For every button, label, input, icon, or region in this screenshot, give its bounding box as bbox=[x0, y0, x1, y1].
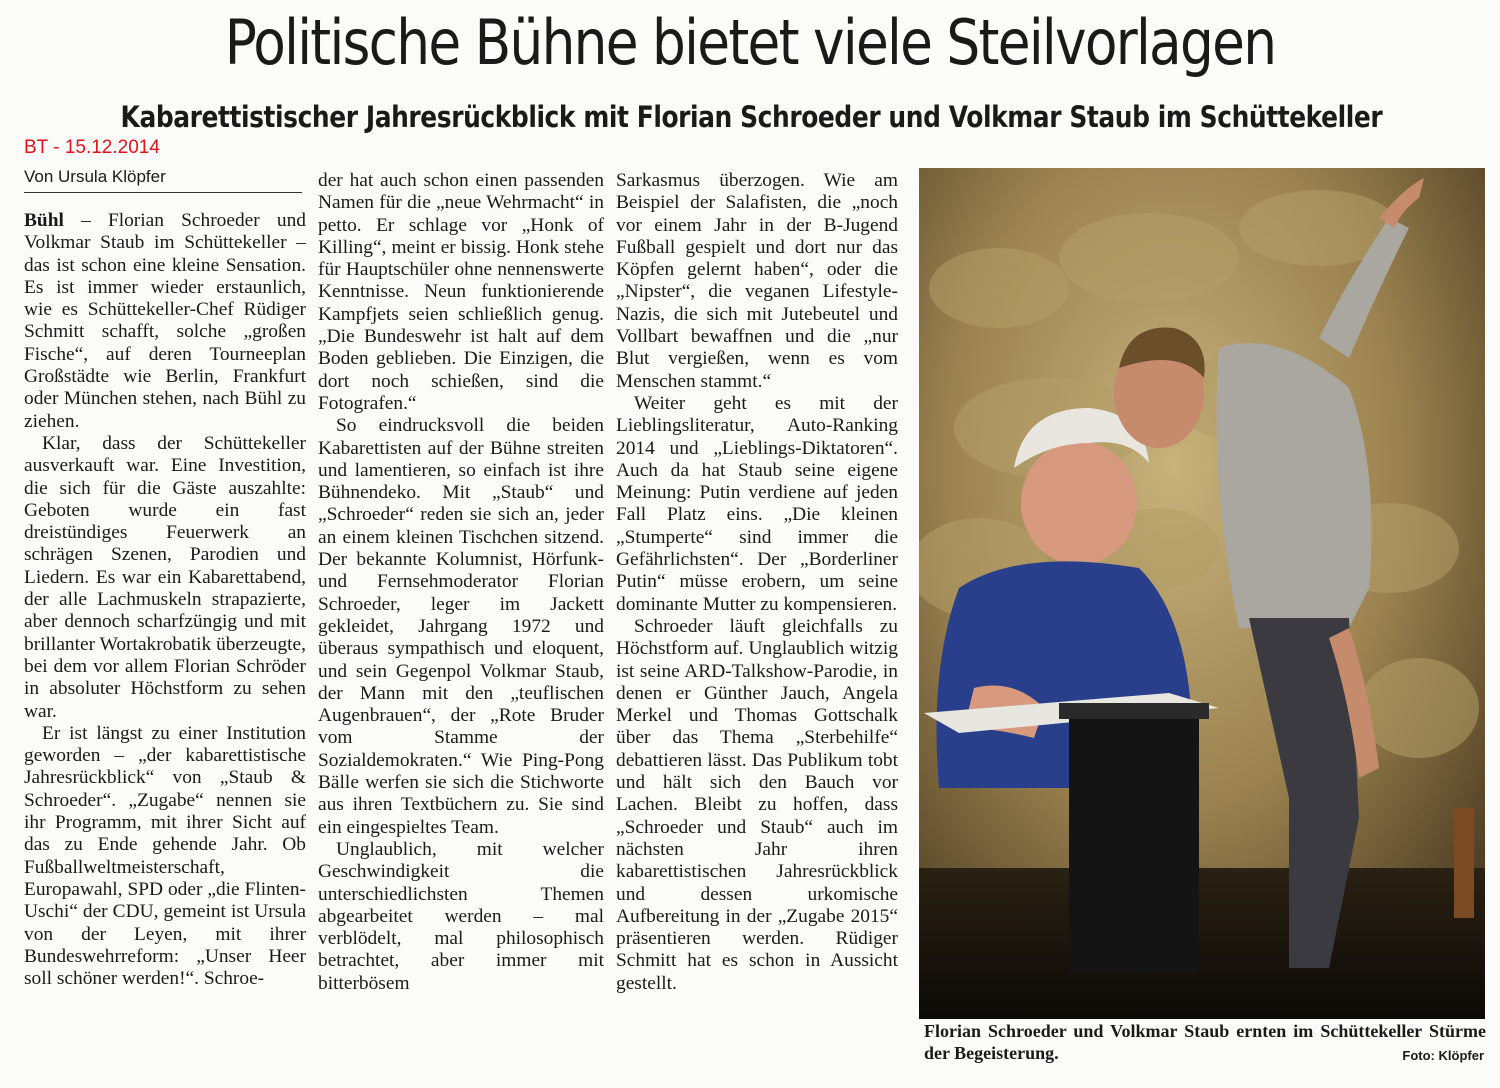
paragraph: der hat auch schon einen passenden Namen für die „neue Wehrmacht“ in petto. Er schlage vor „Honk of Killing“, meint er bissig. Honk stehe für Hauptschüler ohne nennenswerte Kenntnisse. Neun funktionierende Kampfjets seien schließlich genug. „Die Bundeswehr ist halt auf dem Boden geblieben. Die Einzigen, die dort noch schießen, sind die Fotografen.“ bbox=[318, 170, 604, 414]
paragraph: Schroeder läuft gleichfalls zu Höchstform auf. Unglaublich witzig ist seine ARD-Talkshow-Parodie, in denen er Günther Jauch, Angela Merkel und Thomas Gottschalk über das Thema „Sterbehilfe“ debattieren lässt. Das Publikum tobt und hält sich den Bauch vor Lachen. Bleibt zu hoffen, dass „Schroeder und Staub“ auch im nächsten Jahr ihren kabarettistischen Jahresrückblick und dessen urkomische Aufbereitung in der „Zugabe 2015“ präsentieren werden. Rüdiger Schmitt hat es schon in Aussicht gestellt. bbox=[616, 615, 898, 994]
paragraph: So eindrucksvoll die beiden Kabarettisten auf der Bühne streiten und lamentieren, so einfach ist ihre Bühnendeko. Mit „Staub“ und „Schroeder“ reden sie sich an, jeder an einem kleinen Tischchen sitzend. Der bekannte Kolumnist, Hörfunk- und Fernsehmoderator Florian Schroeder, leger im Jackett gekleidet, Jahrgang 1972 und überaus sympathisch und eloquent, und sein Gegenpol Volkmar Staub, der Mann mit den „teuflischen Augenbrauen“, der „Rote Bruder vom Stamme der Sozialdemokraten.“ Wie Ping-Pong Bälle werfen sie sich die Stichworte aus ihren Textbüchern zu. Sie sind ein eingespieltes Team. bbox=[318, 415, 604, 838]
headline: Politische Bühne bietet viele Steilvorlagen bbox=[224, 6, 1276, 79]
paragraph: Sarkasmus überzogen. Wie am Beispiel der Salafisten, die „noch vor einem Jahr in der B-Jugend Fußball gespielt und dort nur das Köpfen gelernt haben“, oder die „Nipster“, die veganen Lifestyle-Nazis, die sich mit Jutebeutel und Vollbart bewaffnen und die „nur Blut vergießen, wenn es vom Menschen stammt.“ bbox=[616, 170, 898, 392]
paragraph: Weiter geht es mit der Lieblingsliteratur, Auto-Ranking 2014 und „Lieblings-Diktatoren“. Auch da hat Staub seine eigene Meinung: Putin verdiene auf jeden Fall Platz eins. „Die kleinen „Stumperte“ sind immer die Gefährlichsten“. Der „Borderliner Putin“ müsse erobern, um seine dominante Mutter zu kompensieren. bbox=[616, 392, 898, 615]
stage-photo bbox=[919, 168, 1485, 1019]
article-column-1 bbox=[24, 210, 306, 990]
paragraph: Klar, dass der Schüttekeller ausverkauft war. Eine Investition, die sich für die Gäste auszahlte: Geboten wurde ein fast dreistündiges Feuerwerk an schrägen Szenen, Parodien und Liedern. Es war ein Kabarettabend, der alle Lachmuskeln strapazierte, aber dennoch scharfzüngig und mit brillanter Wortakrobatik überzeugte, bei dem vor allem Florian Schröder in absoluter Höchstform zu sehen war. bbox=[24, 432, 306, 722]
subheadline: Kabarettistischer Jahresrückblick mit Florian Schroeder und Volkmar Staub im Schüttekeller bbox=[120, 100, 1383, 134]
paragraph: Er ist längst zu einer Institution geworden – „der kabarettistische Jahresrückblick“ von „Staub & Schroeder“. „Zugabe“ nennen sie ihr Programm, mit ihrer Sicht auf das zu Ende gehende Jahr. Ob Fußballweltmeisterschaft, Europawahl, SPD oder „die Flinten-Uschi“ der CDU, gemeint ist Ursula von der Leyen, mit ihrer Bundeswehrreform: „Unser Heer soll schöner werden!“. Schroe- bbox=[24, 722, 306, 990]
photo-caption: Florian Schroeder und Volkmar Staub ernten im Schüttekeller Stürme der Begeisterung. bbox=[924, 1021, 1486, 1063]
dateline: Bühl bbox=[24, 210, 64, 231]
paragraph: Unglaublich, mit welcher Geschwindigkeit die unterschiedlichsten Themen abgearbeitet werden – mal verblödelt, mal philosophisch betrachtet, aber immer mit bitterbösem bbox=[318, 838, 604, 994]
article-column-2 bbox=[318, 170, 604, 995]
article-column-3 bbox=[616, 170, 898, 995]
source-date-stamp: BT - 15.12.2014 bbox=[24, 137, 160, 158]
paragraph-text: – Florian Schroeder und Volkmar Staub im Schüttekeller – das ist schon eine kleine Sensation. Es ist immer wieder erstaunlich, wie es Schüttekeller-Chef Rüdiger Schmitt schafft, solche „großen Fische“, auf deren Tourneeplan Großstädte wie Berlin, Frankfurt oder München stehen, nach Bühl zu ziehen. bbox=[24, 210, 306, 432]
byline: Von Ursula Klöpfer bbox=[24, 167, 302, 193]
paragraph bbox=[24, 210, 306, 433]
photo-credit: Foto: Klöpfer bbox=[1402, 1048, 1484, 1063]
